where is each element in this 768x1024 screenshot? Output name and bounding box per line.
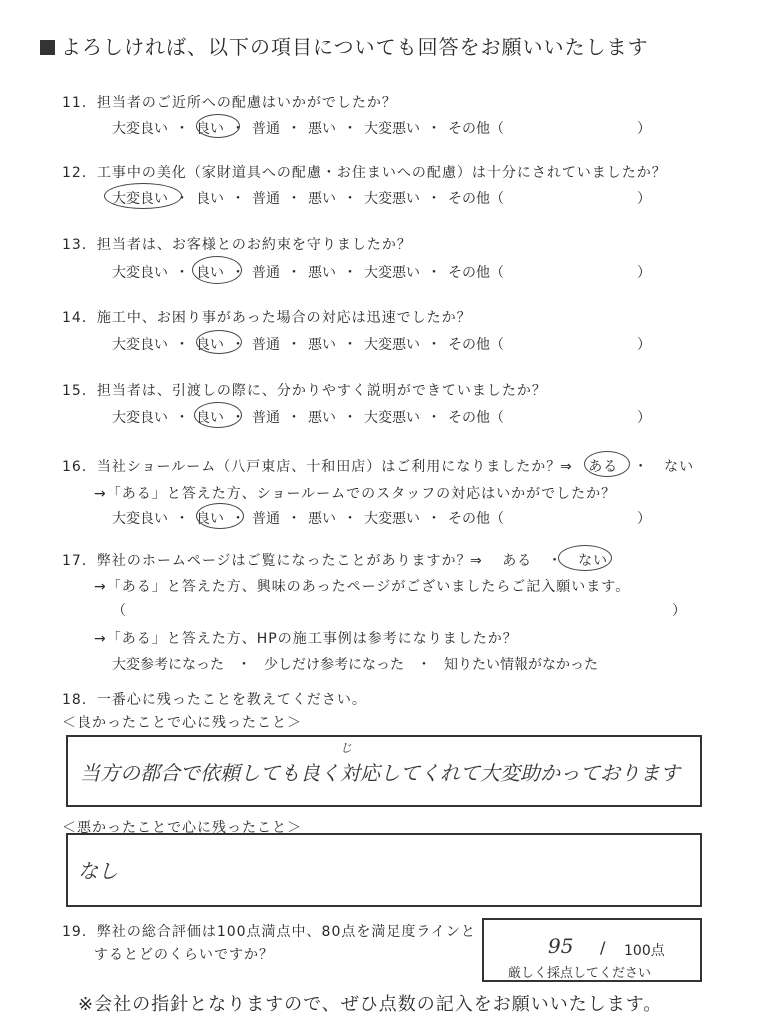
option-very-helpful[interactable]: 大変参考になった	[112, 657, 224, 673]
good-memory-answer-box[interactable]	[66, 735, 702, 807]
other-close-paren: ）	[637, 337, 651, 353]
score-value: 95	[548, 934, 574, 958]
option-very-good[interactable]: 大変良い	[112, 337, 168, 353]
option-bad[interactable]: 悪い	[308, 337, 336, 353]
option-bad[interactable]: 悪い	[308, 191, 336, 207]
score-slash: /	[600, 938, 606, 957]
question-17: 17．弊社のホームページはご覧になったことがありますか？	[62, 553, 472, 569]
option-very-good[interactable]: 大変良い	[112, 191, 168, 207]
choice-separator: ・	[547, 553, 563, 569]
question-16-choices[interactable]	[560, 456, 694, 476]
option-very-good[interactable]: 大変良い	[112, 265, 168, 281]
option-very-bad[interactable]: 大変悪い	[364, 265, 420, 281]
option-other[interactable]: その他（	[448, 511, 504, 527]
good-memory-answer-note: じ	[340, 741, 353, 755]
arrow-icon: ⇒	[560, 459, 573, 475]
arrow-icon: ⇒	[470, 553, 483, 569]
option-very-bad[interactable]: 大変悪い	[364, 410, 420, 426]
option-very-good[interactable]: 大変良い	[112, 410, 168, 426]
other-close-paren: ）	[637, 265, 651, 281]
score-box[interactable]	[482, 918, 702, 982]
question-17-sub2: →「ある」と答えた方、HPの施工事例は参考になりましたか？	[94, 631, 518, 647]
question-17-sub2-options[interactable]: 大変参考になった ・ 少しだけ参考になった ・ 知りたい情報がなかった	[112, 657, 598, 673]
option-not-found[interactable]: 知りたい情報がなかった	[444, 657, 598, 673]
option-bad[interactable]: 悪い	[308, 410, 336, 426]
option-other[interactable]: その他（	[448, 337, 504, 353]
option-normal[interactable]: 普通	[252, 337, 280, 353]
question-19-line1: 19．弊社の総合評価は100点満点中、80点を満足度ラインと	[62, 924, 476, 940]
question-16-sub-options[interactable]: 大変良い ・ 良い ・ 普通 ・ 悪い ・ 大変悪い ・ その他（	[112, 508, 504, 528]
option-other[interactable]: その他（	[448, 121, 504, 137]
question-19-line2: するとどのくらいですか？	[94, 947, 274, 963]
option-normal[interactable]: 普通	[252, 191, 280, 207]
option-very-bad[interactable]: 大変悪い	[364, 337, 420, 353]
interest-paren-open: （	[112, 603, 126, 619]
bad-memory-label: ＜悪かったことで心に残ったこと＞	[62, 820, 302, 836]
score-max: 100点	[624, 943, 665, 959]
option-good[interactable]: 良い	[196, 265, 224, 281]
question-16: 16．当社ショールーム（八戸東店、十和田店）はご利用になりましたか？	[62, 459, 562, 475]
option-other[interactable]: その他（	[448, 191, 504, 207]
choice-separator: ・	[633, 459, 649, 475]
option-normal[interactable]: 普通	[252, 511, 280, 527]
question-13: 13．担当者は、お客様とのお約束を守りましたか？	[62, 237, 412, 253]
option-bad[interactable]: 悪い	[308, 265, 336, 281]
option-good[interactable]: 良い	[196, 511, 224, 527]
option-good[interactable]: 良い	[196, 410, 224, 426]
other-close-paren: ）	[637, 511, 651, 527]
page-title: よろしければ、以下の項目についても回答をお願いいたします	[40, 31, 649, 60]
interest-paren-close: ）	[672, 603, 686, 619]
choice-yes[interactable]: ある	[588, 459, 619, 475]
option-other[interactable]: その他（	[448, 265, 504, 281]
choice-no[interactable]: ない	[664, 459, 695, 475]
option-normal[interactable]: 普通	[252, 265, 280, 281]
good-memory-answer: 当方の都合で依頼しても良く対応してくれて大変助かっております	[80, 761, 680, 785]
option-very-bad[interactable]: 大変悪い	[364, 191, 420, 207]
option-bad[interactable]: 悪い	[308, 121, 336, 137]
bad-memory-answer-box[interactable]	[66, 833, 702, 907]
option-very-good[interactable]: 大変良い	[112, 121, 168, 137]
footer-note: ※会社の指針となりますので、ぜひ点数の記入をお願いいたします。	[78, 994, 663, 1015]
option-very-bad[interactable]: 大変悪い	[364, 511, 420, 527]
option-very-bad[interactable]: 大変悪い	[364, 121, 420, 137]
score-note: 厳しく採点してください	[508, 966, 652, 981]
option-good[interactable]: 良い	[196, 121, 224, 137]
option-good[interactable]: 良い	[196, 337, 224, 353]
question-12-options[interactable]: 大変良い ・ 良い ・ 普通 ・ 悪い ・ 大変悪い ・ その他（	[112, 188, 504, 208]
option-slightly-helpful[interactable]: 少しだけ参考になった	[264, 657, 404, 673]
other-close-paren: ）	[637, 191, 651, 207]
question-16-sub: →「ある」と答えた方、ショールームでのスタッフの対応はいかがでしたか？	[94, 486, 617, 502]
question-14-options[interactable]: 大変良い ・ 良い ・ 普通 ・ 悪い ・ 大変悪い ・ その他（	[112, 334, 504, 354]
question-12: 12．工事中の美化（家財道具への配慮・お住まいへの配慮）は十分にされていましたか？	[62, 165, 667, 181]
other-close-paren: ）	[637, 410, 651, 426]
question-17-sub1: →「ある」と答えた方、興味のあったページがございましたらご記入願います。	[94, 579, 631, 595]
choice-no[interactable]: ない	[578, 553, 609, 569]
question-15: 15．担当者は、引渡しの際に、分かりやすく説明ができていましたか？	[62, 383, 547, 399]
bad-memory-answer: なし	[78, 859, 118, 883]
option-good[interactable]: 良い	[196, 191, 224, 207]
option-bad[interactable]: 悪い	[308, 511, 336, 527]
choice-yes[interactable]: ある	[502, 553, 533, 569]
other-close-paren: ）	[637, 121, 651, 137]
option-very-good[interactable]: 大変良い	[112, 511, 168, 527]
question-11-options[interactable]: 大変良い ・ 良い ・ 普通 ・ 悪い ・ 大変悪い ・ その他（	[112, 118, 504, 138]
question-17-choices[interactable]	[470, 550, 608, 570]
option-normal[interactable]: 普通	[252, 410, 280, 426]
good-memory-label: ＜良かったことで心に残ったこと＞	[62, 715, 302, 731]
question-18: 18．一番心に残ったことを教えてください。	[62, 692, 367, 708]
option-other[interactable]: その他（	[448, 410, 504, 426]
question-11: 11．担当者のご近所への配慮はいかがでしたか？	[62, 95, 397, 111]
question-13-options[interactable]: 大変良い ・ 良い ・ 普通 ・ 悪い ・ 大変悪い ・ その他（	[112, 262, 504, 282]
square-bullet-icon	[40, 40, 55, 55]
question-15-options[interactable]: 大変良い ・ 良い ・ 普通 ・ 悪い ・ 大変悪い ・ その他（	[112, 407, 504, 427]
question-14: 14．施工中、お困り事があった場合の対応は迅速でしたか？	[62, 310, 472, 326]
option-normal[interactable]: 普通	[252, 121, 280, 137]
